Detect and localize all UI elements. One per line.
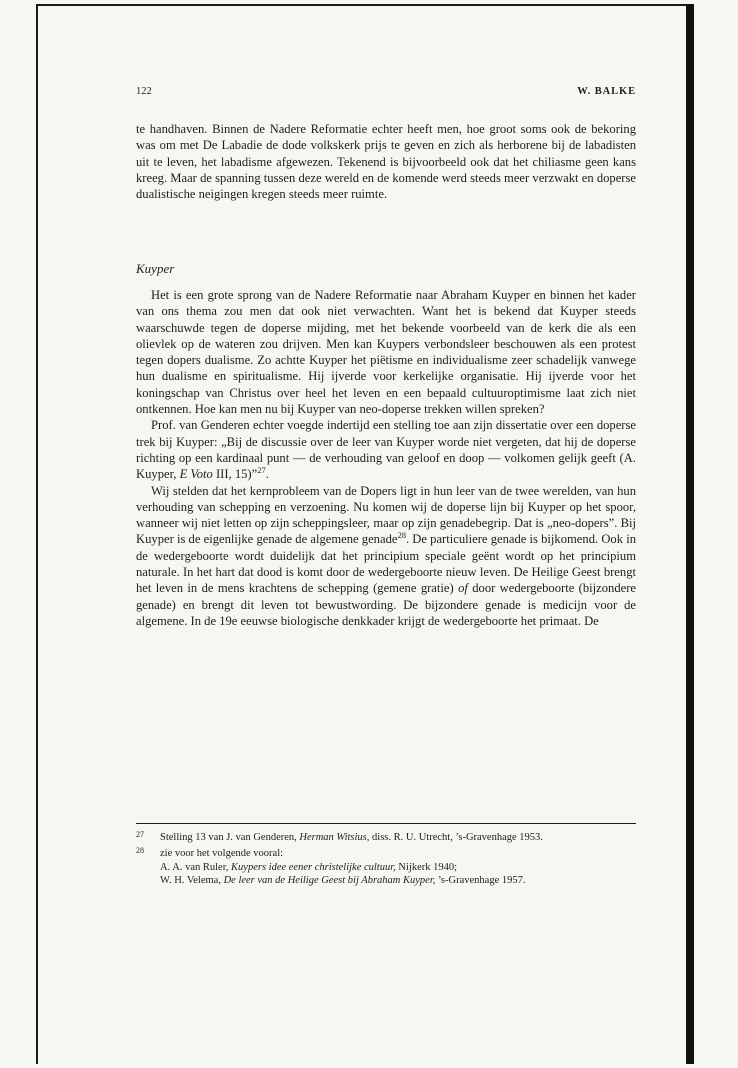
- scan-edge-left: [36, 4, 38, 1064]
- paragraph-4-part-3: door wedergeboorte (bijzondere genade) en brengt dit leven tot bewustwording. De bijzondere genade is medicijn voor de algemene. In de 19e eeuwse biologische denkkader krijgt de wedergeboorte het primaat. De: [136, 581, 636, 628]
- paragraph-1: te handhaven. Binnen de Nadere Reformatie echter heeft men, hoe groot soms ook de bekoring was om met De Labadie de dode volkskerk prijs te geven en zich als herborene bij de labadisten uit te leven, het labadisme afgewezen. Tekenend is bijvoorbeeld ook dat het chiliasme geen kans kreeg. Maar de spanning tussen deze wereld en de komende werd steeds meer verzwakt en doperse dualistische neigingen kregen steeds meer ruimte.: [136, 122, 636, 202]
- paragraph-4: [136, 483, 636, 630]
- section-body: [136, 287, 636, 629]
- paragraph-3-text: Prof. van Genderen echter voegde indertijd een stelling toe aan zijn dissertatie over een doperse trek bij Kuyper: „Bij de discussie over de leer van Kuyper worde niet vergeten, dat hij de doperse richting op een kardinaal punt — de verhouding van geloof en doop — volkomen gelijk geeft (A. Kuyper,: [136, 418, 636, 482]
- paragraph-3-title: E Voto: [179, 467, 213, 482]
- footnote-27-mark: 27: [136, 830, 144, 839]
- footnote-28-ref2-source: ’s-Gravenhage 1957.: [435, 874, 526, 886]
- paragraph-3-citation: III, 15)”: [212, 467, 258, 482]
- running-head-author: W. BALKE: [577, 86, 636, 97]
- footnote-28-ref1-author: A. A. van Ruler,: [160, 861, 232, 873]
- footnote-27-title: Herman Witsius,: [299, 832, 370, 843]
- opening-paragraph-block: [136, 121, 636, 202]
- footnote-27-source: diss. R. U. Utrecht, ’s-Gravenhage 1953.: [369, 832, 543, 843]
- running-head: [136, 86, 636, 100]
- footnote-28-ref2-title: De leer van de Heilige Geest bij Abraham Kuyper,: [223, 874, 436, 886]
- footnote-rule: [136, 823, 636, 824]
- paragraph-4-part-1: Wij stelden dat het kernprobleem van de Dopers ligt in hun leer van de twee werelden, van hun verhouding van schepping en verzoening. Nu komen wij de doperse lijn bij Kuyper op het spoor, wanneer wij niet letten op zijn scheppingsleer, maar op zijn genadebegrip. Dat is „neo-dopers”. Bij Kuyper is de eigenlijke genade de algemene genade: [136, 483, 636, 547]
- scan-edge-top: [36, 4, 692, 6]
- paragraph-4-part-2: . De particuliere genade is bijkomend. Ook in de wedergeboorte wordt duidelijk dat het principium speciale geënt wordt op het principium naturale. In het hart dat dood is komt door de wedergeboorte nieuw leven. De Heilige Geest brengt het leven in de mens krachtens de schepping (gemene gratie): [136, 532, 636, 596]
- paragraph-3-end: .: [265, 467, 269, 482]
- scan-edge-right: [686, 4, 694, 1064]
- footnote-28-ref1-source: Nijkerk 1940;: [395, 861, 458, 873]
- footnote-28-intro: zie voor het volgende vooral:: [160, 848, 284, 860]
- page-number: 122: [136, 86, 152, 97]
- footnote-28-ref2-author: W. H. Velema,: [160, 874, 224, 886]
- footnote-27-text: Stelling 13 van J. van Genderen,: [160, 832, 300, 843]
- footnote-28-mark: 28: [136, 846, 144, 856]
- footnote-28-ref1-title: Kuypers idee eener christelijke cultuur,: [231, 861, 396, 873]
- paragraph-3: [136, 417, 636, 482]
- footnote-28: [136, 844, 636, 860]
- section-heading: Kuyper: [136, 261, 175, 276]
- paragraph-2: Het is een grote sprong van de Nadere Reformatie naar Abraham Kuyper en binnen het kader van ons thema zou men dat ook niet verwachten. Want het is bekend dat Kuyper steeds waarschuwde tegen de doperse mijding, met het bekende voorbeeld van de kerk die als een olievlek op de wateren zou drijven. Men kan Kuypers verbondsleer beschouwen als een protest tegen dopers dualisme. Zo achtte Kuyper het piëtisme en individualisme zeer schadelijk vanwege hun dualisme en spiritualisme. Hij ijverde voor kerkelijke organisatie. Hij ijverde voor het koningschap van Christus over heel het leven en een bepaald cultuuroptimisme laat zich niet ontkennen. Hoe kan men nu bij Kuyper van neo-doperse trekken willen spreken?: [136, 288, 636, 417]
- paragraph-4-italic: of: [458, 581, 468, 596]
- footnote-27: [136, 828, 636, 844]
- footnote-28-reference-1: [136, 861, 636, 874]
- footnote-ref-28[interactable]: 28: [397, 530, 406, 541]
- footnote-28-reference-2: [136, 874, 636, 887]
- footnotes: [136, 828, 636, 887]
- footnote-ref-27[interactable]: 27: [257, 465, 266, 476]
